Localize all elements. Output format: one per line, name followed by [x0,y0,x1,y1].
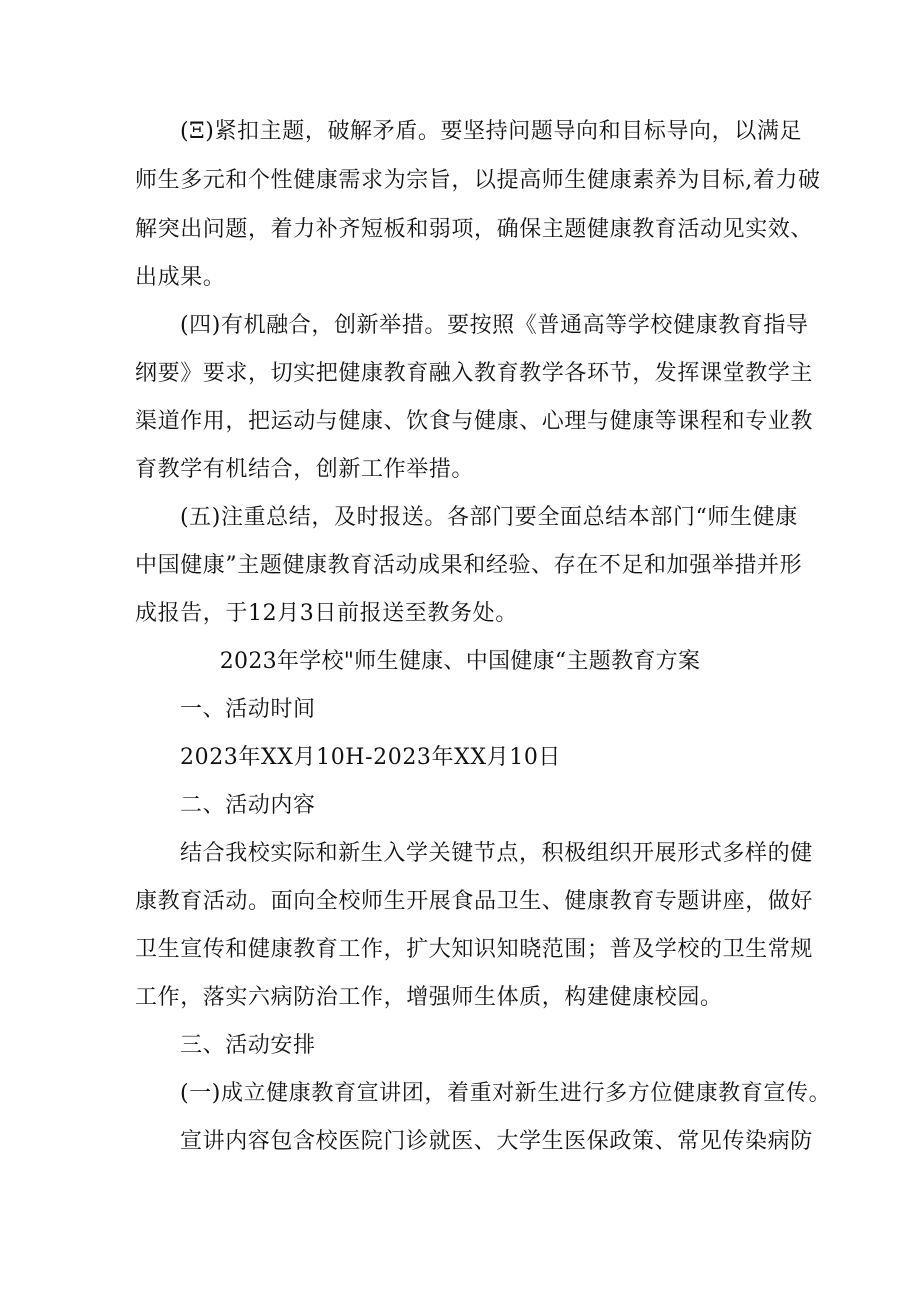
paragraph-3-line-3: 解突出问题，着力补齐短板和弱项，确保主题健康教育活动见实效、 [135,217,814,242]
activity-time: 2023年XX月10H-2023年XX月10日 [180,745,562,770]
arrangement-1-line-2: 宣讲内容包含校医院门诊就医、大学生医保政策、常见传染病防 [180,1129,813,1154]
paragraph-5-line-3: 成报告，于12月3日前报送至教务处。 [135,601,518,626]
content-line-1: 结合我校实际和新生入学关键节点，积极组织开展形式多样的健 [180,841,813,866]
paragraph-5-line-2: 中国健康”主题健康教育活动成果和经验、存在不足和加强举措并形 [135,553,803,578]
paragraph-3-line-4: 出成果。 [135,265,226,290]
paragraph-4-line-2: 纲要》要求，切实把健康教育融入教育教学各环节，发挥课堂教学主 [135,361,814,386]
paragraph-3-line-2: 师生多元和个性健康需求为宗旨，以提高师生健康素养为目标,着力破 [135,168,821,193]
arrangement-1-line-1: (一)成立健康教育宣讲团，着重对新生进行多方位健康教育宣传。 [180,1081,832,1106]
content-line-4: 工作，落实六病防治工作，增强师生体质，构建健康校园。 [135,985,723,1010]
paragraph-4-line-1: (四)有机融合，创新举措。要按照《普通高等学校健康教育指导 [180,313,809,338]
section-3-heading: 三、活动安排 [180,1033,316,1058]
paragraph-3-line-1: (Ξ)紧扣主题，破解矛盾。要坚持问题导向和目标导向，以满足 [180,119,803,144]
paragraph-4-line-3: 渠道作用，把运动与健康、饮食与健康、心理与健康等课程和专业教 [135,409,814,434]
content-line-3: 卫生宣传和健康教育工作，扩大知识知晓范围；普及学校的卫生常规 [135,937,814,962]
paragraph-5-line-1: (五)注重总结，及时报送。各部门要全面总结本部门“师生健康 [180,505,798,530]
content-line-2: 康教育活动。面向全校师生开展食品卫生、健康教育专题讲座，做好 [135,889,814,914]
section-1-heading: 一、活动时间 [180,697,316,722]
paragraph-4-line-4: 育教学有机结合，创新工作举措。 [135,457,475,482]
plan-title: 2023年学校"师生健康、中国健康“主题教育方案 [219,649,701,674]
section-2-heading: 二、活动内容 [180,793,316,818]
